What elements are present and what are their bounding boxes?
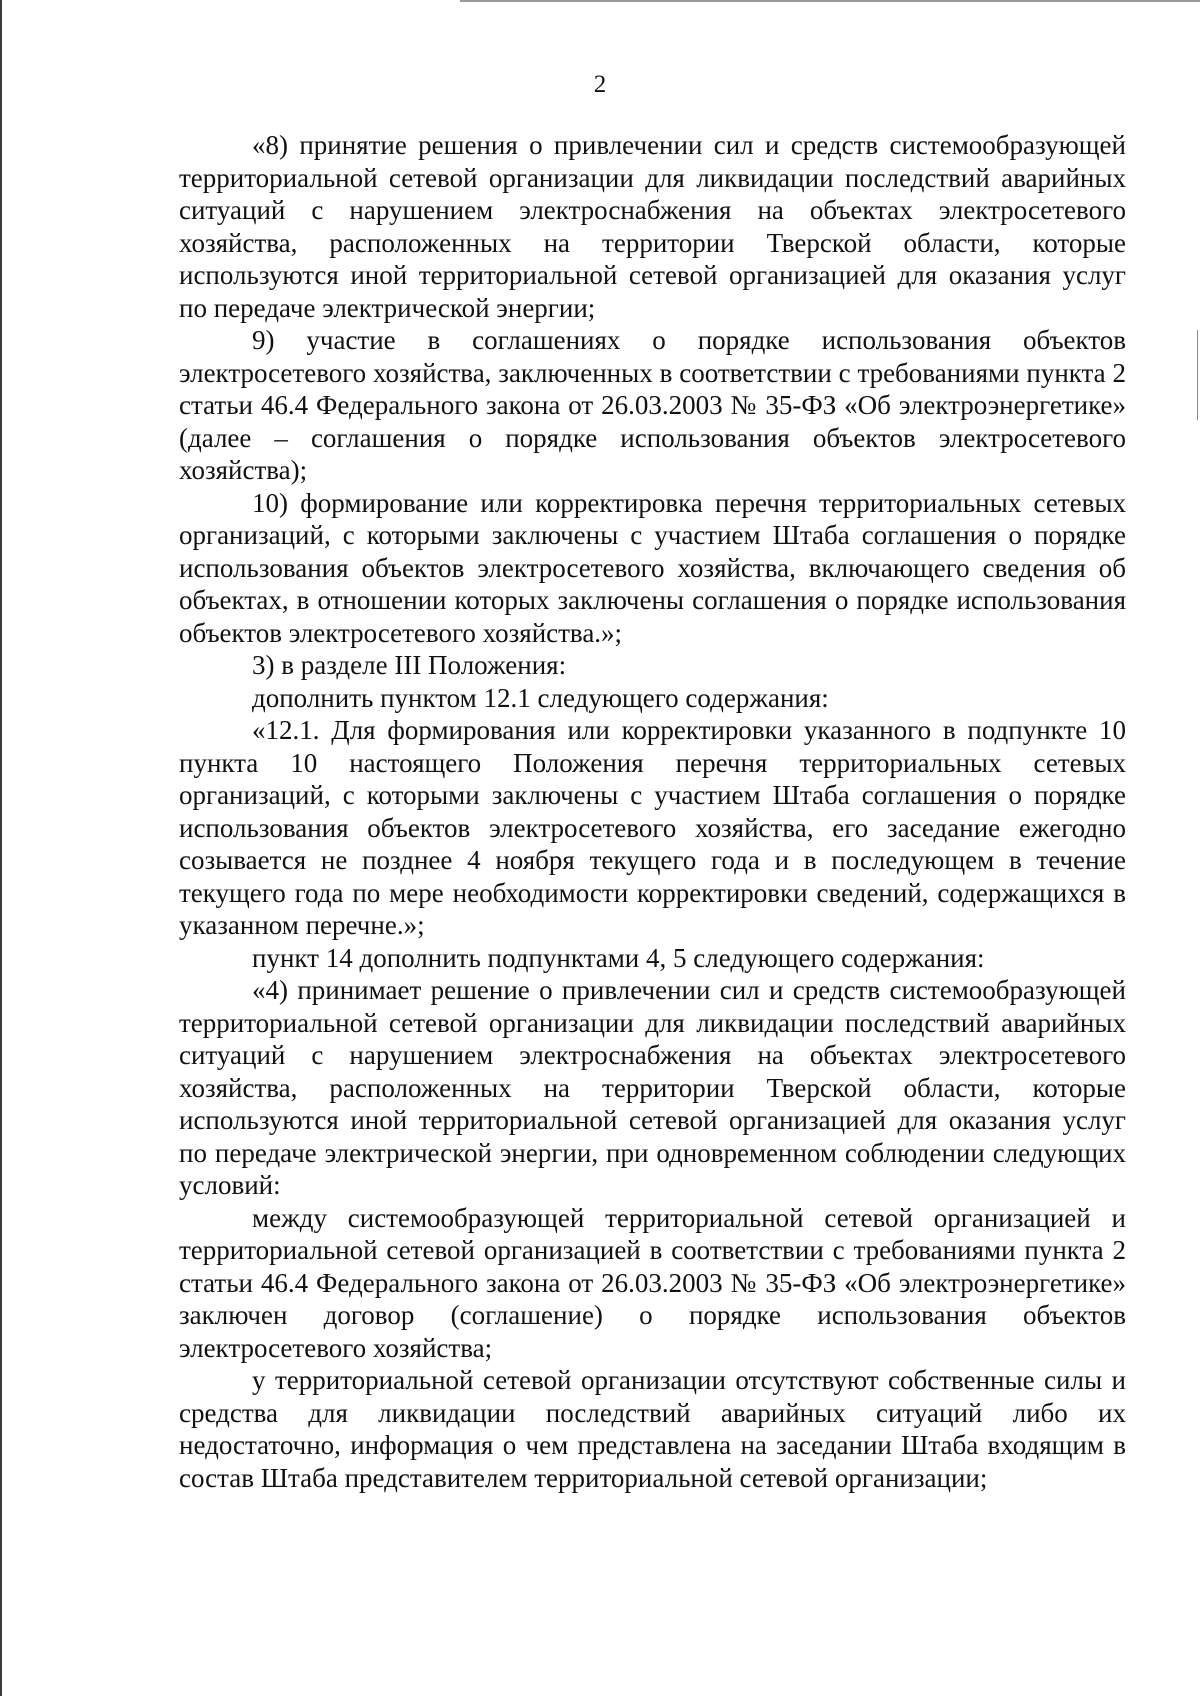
scan-edge-top	[460, 0, 1200, 2]
page-number: 2	[593, 71, 607, 98]
paragraph-condition-2: у территориальной сетевой организации отсутствуют собственные силы и средства для ликвидации последствий аварийных ситуаций либо их недостаточно, информация о чем представлена на заседании Штаба входящим в состав Штаба представителем территориальной сетевой организации;	[179, 1365, 1126, 1493]
paragraph-item-8: «8) принятие решения о привлечении сил и средств системообразующей территориальной сетевой организации для ликвидации последствий аварийных ситуаций с нарушением электроснабжения на объектах электросетевого хозяйства, расположенных на территории Тверской области, которые используются иной территориальной сетевой организацией для оказания услуг по передаче электрической энергии;	[179, 130, 1126, 323]
paragraph-condition-1: между системообразующей территориальной сетевой организацией и территориальной сетевой организацией в соответствии с требованиями пункта 2 статьи 46.4 Федерального закона от 26.03.2003 № 35-ФЗ «Об электроэнергетике» заключен договор (соглашение) о порядке использования объектов электросетевого хозяйства;	[179, 1202, 1126, 1363]
paragraph-item-10: 10) формирование или корректировка перечня территориальных сетевых организаций, с которыми заключены с участием Штаба соглашения о порядке использования объектов электросетевого хозяйства, включающего сведения об объектах, в отношении которых заключены соглашения о порядке использования объектов электросетевого хозяйства.»;	[179, 487, 1126, 648]
paragraph-12-1: «12.1. Для формирования или корректировки указанного в подпункте 10 пункта 10 настоящего Положения перечня территориальных сетевых организаций, с которыми заключены с участием Штаба соглашения о порядке использования объектов электросетевого хозяйства, его заседание ежегодно созывается не позднее 4 ноября текущего года и в последующем в течение текущего года по мере необходимости корректировки сведений, содержащихся в указанном перечне.»;	[179, 715, 1126, 940]
scan-edge-left	[0, 0, 2, 1696]
paragraph-add-12-1: дополнить пунктом 12.1 следующего содержания:	[252, 682, 829, 713]
paragraph-section-3: 3) в разделе III Положения:	[252, 650, 567, 680]
paragraph-subpoint-4: «4) принимает решение о привлечении сил и средств системообразующей территориальной сетевой организации для ликвидации последствий аварийных ситуаций с нарушением электроснабжения на объектах электросетевого хозяйства, расположенных на территории Тверской области, которые используются иной территориальной сетевой организацией для оказания услуг по передаче электрической энергии, при одновременном соблюдении следующих условий:	[179, 975, 1126, 1200]
paragraph-item-9: 9) участие в соглашениях о порядке использования объектов электросетевого хозяйства, заключенных в соответствии с требованиями пункта 2 статьи 46.4 Федерального закона от 26.03.2003 № 35-ФЗ «Об электроэнергетике» (далее – соглашения о порядке использования объектов электросетевого хозяйства);	[179, 325, 1126, 485]
paragraph-point-14: пункт 14 дополнить подпунктами 4, 5 следующего содержания:	[252, 942, 985, 973]
scan-edge-right	[1197, 330, 1198, 420]
document-body	[179, 129, 1126, 1494]
